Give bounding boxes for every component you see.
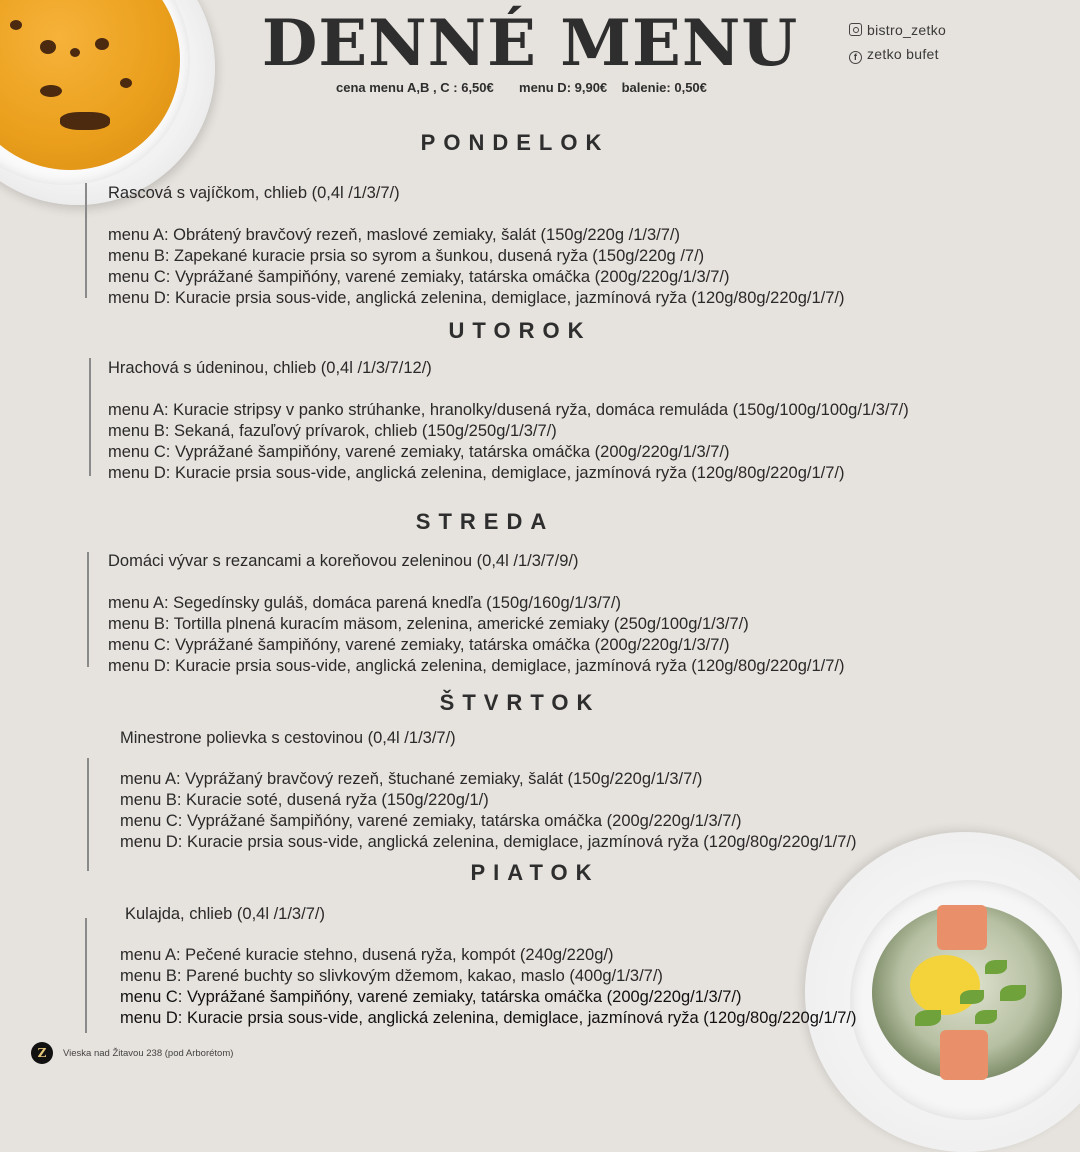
instagram-icon: [849, 23, 862, 36]
day-heading-utorok: UTOROK: [448, 318, 592, 343]
day-heading-streda: STREDA: [415, 509, 555, 534]
soup-line: Rascová s vajíčkom, chlieb (0,4l /1/3/7/): [108, 184, 400, 202]
menu-item: menu A: Segedínsky guláš, domáca parená knedľa (150g/160g/1/3/7/): [108, 594, 621, 612]
soup-line: Domáci vývar s rezancami a koreňovou zeleninou (0,4l /1/3/7/9/): [108, 552, 579, 570]
day-heading-pondelok: PONDELOK: [420, 130, 610, 155]
oil-drop: [40, 85, 62, 97]
price-info: cena menu A,B , C : 6,50€ menu D: 9,90€ balenie: 0,50€: [336, 80, 707, 95]
menu-item: menu A: Pečené kuracie stehno, dusená ryža, kompót (240g/220g/): [120, 946, 614, 964]
menu-item: menu D: Kuracie prsia sous-vide, anglická zelenina, demiglace, jazmínová ryža (120g/80g/220g/1/7/): [120, 1009, 857, 1027]
page-title: DENNÉ MENU: [261, 6, 799, 81]
herb-leaf: [985, 960, 1007, 974]
menu-item: menu D: Kuracie prsia sous-vide, anglická zelenina, demiglace, jazmínová ryža (120g/80g/220g/1/7/): [120, 833, 857, 851]
section-divider: [89, 358, 91, 476]
menu-item: menu D: Kuracie prsia sous-vide, anglická zelenina, demiglace, jazmínová ryža (120g/80g/220g/1/7/): [108, 289, 845, 307]
day-heading-stvrtok: ŠTVRTOK: [439, 690, 601, 715]
salmon-piece: [937, 905, 987, 950]
day-heading-piatok: PIATOK: [470, 860, 600, 885]
salmon-piece: [940, 1030, 988, 1080]
herb-leaf: [915, 1010, 941, 1026]
instagram-link[interactable]: [849, 22, 946, 38]
facebook-handle: zetko bufet: [867, 46, 939, 62]
section-divider: [85, 918, 87, 1033]
facebook-link[interactable]: [849, 46, 939, 64]
oil-drop: [60, 112, 110, 130]
menu-item: menu B: Tortilla plnená kuracím mäsom, zelenina, americké zemiaky (250g/100g/1/3/7/): [108, 615, 749, 633]
menu-item: menu B: Kuracie soté, dusená ryža (150g/220g/1/): [120, 791, 489, 809]
soup-line: Kulajda, chlieb (0,4l /1/3/7/): [125, 905, 325, 923]
section-divider: [87, 758, 89, 871]
instagram-handle: bistro_zetko: [867, 22, 947, 38]
menu-item: menu C: Vyprážané šampiňóny, varené zemiaky, tatárska omáčka (200g/220g/1/3/7/): [108, 636, 730, 654]
menu-item: menu A: Vyprážaný bravčový rezeň, štuchané zemiaky, šalát (150g/220g/1/3/7/): [120, 770, 703, 788]
soup-line: Minestrone polievka s cestovinou (0,4l /1/3/7/): [120, 729, 456, 747]
menu-item: menu A: Kuracie stripsy v panko strúhanke, hranolky/dusená ryža, domáca remuláda (150g/100g/100g/1/3/7/): [108, 401, 909, 419]
herb-leaf: [960, 990, 984, 1004]
menu-item: menu B: Zapekané kuracie prsia so syrom a šunkou, dusená ryža (150g/220g /7/): [108, 247, 705, 265]
menu-item: menu A: Obrátený bravčový rezeň, maslové zemiaky, šalát (150g/220g /1/3/7/): [108, 226, 680, 244]
menu-item: menu C: Vyprážané šampiňóny, varené zemiaky, tatárska omáčka (200g/220g/1/3/7/): [108, 443, 730, 461]
herb-leaf: [975, 1010, 997, 1024]
section-divider: [87, 552, 89, 667]
soup-line: Hrachová s údeninou, chlieb (0,4l /1/3/7/12/): [108, 359, 432, 377]
menu-item: menu C: Vyprážané šampiňóny, varené zemiaky, tatárska omáčka (200g/220g/1/3/7/): [108, 268, 730, 286]
menu-item: menu B: Parené buchty so slivkovým džemom, kakao, maslo (400g/1/3/7/): [120, 967, 663, 985]
menu-item: menu D: Kuracie prsia sous-vide, anglická zelenina, demiglace, jazmínová ryža (120g/80g/220g/1/7/): [108, 464, 845, 482]
menu-item: menu D: Kuracie prsia sous-vide, anglická zelenina, demiglace, jazmínová ryža (120g/80g/220g/1/7/): [108, 657, 845, 675]
facebook-icon: f: [849, 51, 862, 64]
section-divider: [85, 183, 87, 298]
address: Vieska nad Žitavou 238 (pod Arborétom): [63, 1048, 234, 1059]
sauce-blob: [910, 955, 980, 1015]
bistro-logo: Z: [31, 1042, 53, 1064]
herb-leaf: [1000, 985, 1026, 1001]
menu-item: menu C: Vyprážané šampiňóny, varené zemiaky, tatárska omáčka (200g/220g/1/3/7/): [120, 988, 742, 1006]
menu-item: menu B: Sekaná, fazuľový prívarok, chlieb (150g/250g/1/3/7/): [108, 422, 557, 440]
menu-item: menu C: Vyprážané šampiňóny, varené zemiaky, tatárska omáčka (200g/220g/1/3/7/): [120, 812, 742, 830]
